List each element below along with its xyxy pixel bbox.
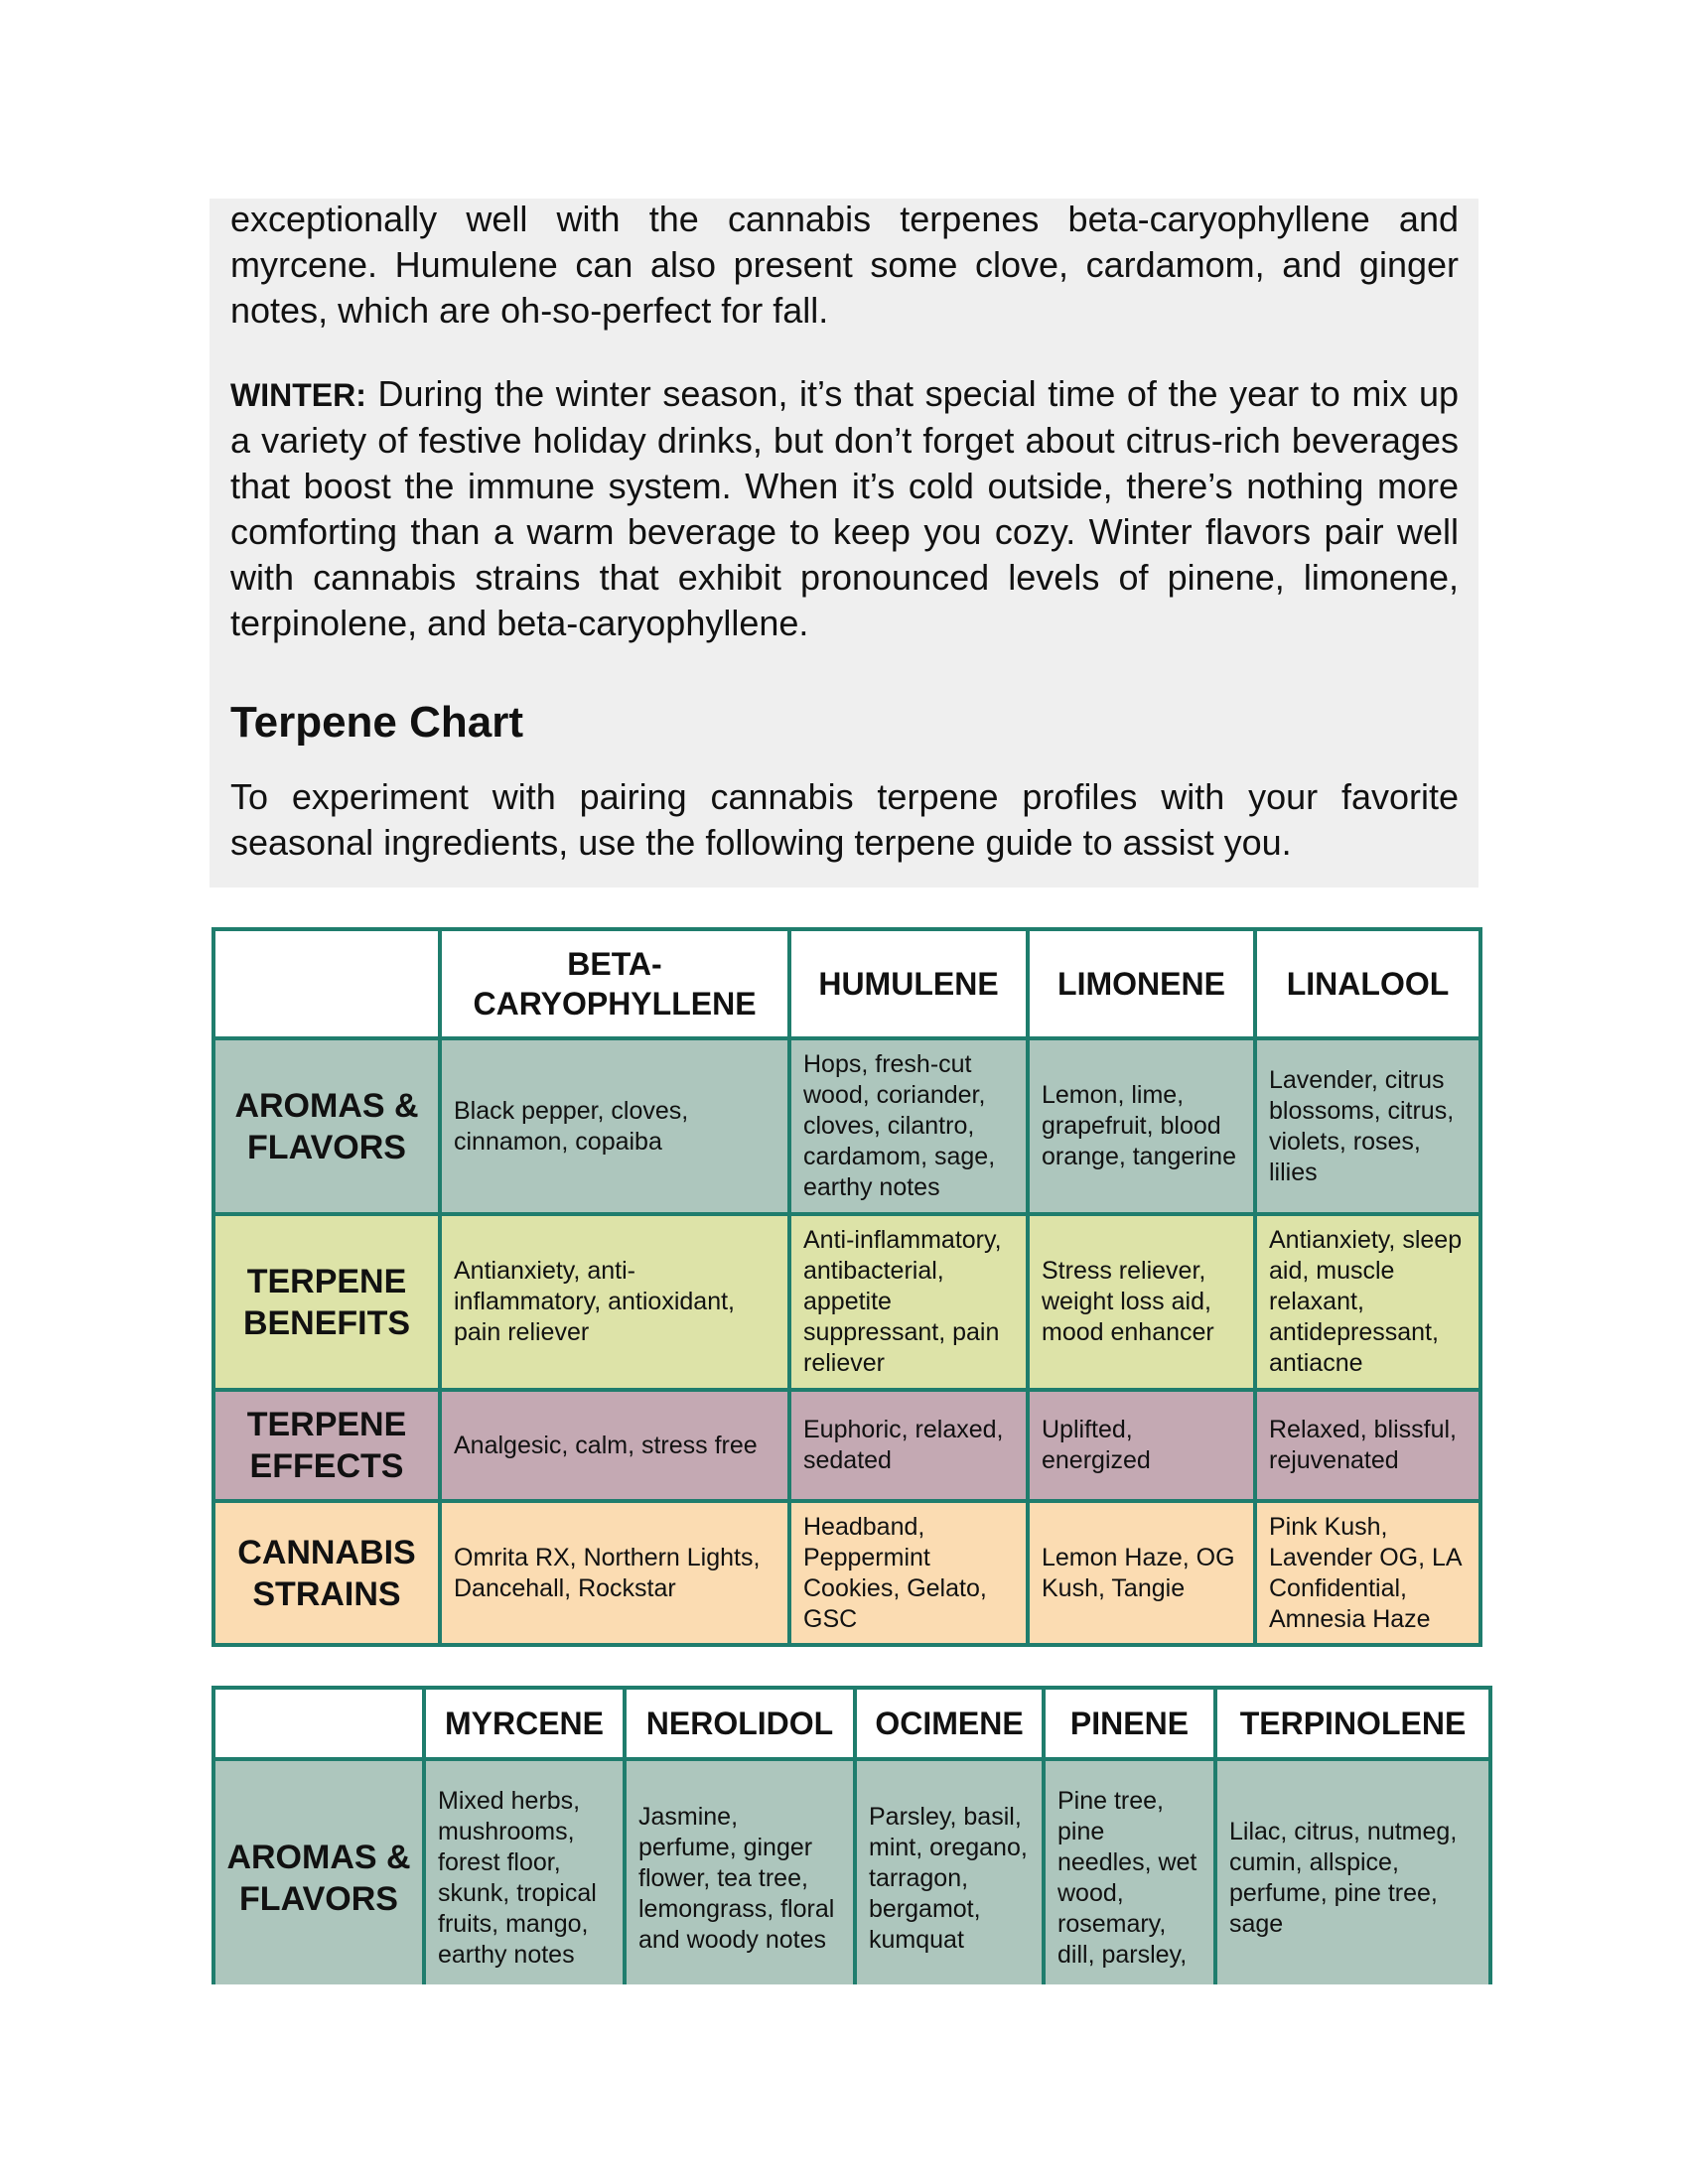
table1-column-header: HUMULENE bbox=[789, 929, 1028, 1038]
winter-lead: WINTER: bbox=[230, 377, 366, 413]
terpene-table-1 bbox=[211, 927, 1482, 1647]
table-cell: Jasmine, perfume, ginger flower, tea tree, lemongrass, floral and woody notes bbox=[625, 1759, 855, 1984]
table-cell: Mixed herbs, mushrooms, forest floor, skunk, tropical fruits, mango, earthy notes bbox=[424, 1759, 625, 1984]
table1-corner-cell bbox=[213, 929, 440, 1038]
table-cell: Antianxiety, sleep aid, muscle relaxant, antidepressant, antiacne bbox=[1255, 1214, 1480, 1390]
table-cell: Euphoric, relaxed, sedated bbox=[789, 1390, 1028, 1501]
table-row bbox=[213, 1214, 1480, 1390]
table-cell: Headband, Peppermint Cookies, Gelato, GSC bbox=[789, 1501, 1028, 1645]
winter-paragraph bbox=[230, 371, 1459, 646]
winter-text: During the winter season, it’s that special time of the year to mix up a variety of festive holiday drinks, but don’t forget about citrus-rich beverages that boost the immune system. When it’s cold outside, there’s nothing more comforting than a warm beverage to keep you cozy. Winter flavors pair well with cannabis strains that exhibit pronounced levels of pinene, limonene, terpinolene, and beta-caryophyllene. bbox=[230, 373, 1459, 643]
table-cell: Omrita RX, Northern Lights, Dancehall, Rockstar bbox=[440, 1501, 789, 1645]
table-cell: Parsley, basil, mint, oregano, tarragon, bergamot, kumquat bbox=[855, 1759, 1044, 1984]
table-cell: Pine tree, pine needles, wet wood, rosemary, dill, parsley, bbox=[1044, 1759, 1215, 1984]
table2-corner-cell bbox=[213, 1688, 424, 1759]
table2-column-header: MYRCENE bbox=[424, 1688, 625, 1759]
table-cell: Anti-inflammatory, antibacterial, appetite suppressant, pain reliever bbox=[789, 1214, 1028, 1390]
fall-paragraph-continued: exceptionally well with the cannabis terpenes beta-caryophyllene and myrcene. Humulene can also present some clove, cardamom, and ginger notes, which are oh-so-perfect for fall. bbox=[230, 199, 1459, 331]
terpene-table-2 bbox=[211, 1686, 1492, 1984]
table1-column-header: LIMONENE bbox=[1028, 929, 1255, 1038]
section-heading: Terpene Chart bbox=[230, 698, 524, 747]
table2-column-header: OCIMENE bbox=[855, 1688, 1044, 1759]
table-cell: Relaxed, blissful, rejuvenated bbox=[1255, 1390, 1480, 1501]
row-label-effects: TERPENE EFFECTS bbox=[213, 1390, 440, 1501]
table1-header-row bbox=[213, 929, 1480, 1038]
row-label-benefits: TERPENE BENEFITS bbox=[213, 1214, 440, 1390]
table1-column-header: LINALOOL bbox=[1255, 929, 1480, 1038]
table-cell: Lemon, lime, grapefruit, blood orange, tangerine bbox=[1028, 1038, 1255, 1214]
table-cell: Analgesic, calm, stress free bbox=[440, 1390, 789, 1501]
table2-column-header: PINENE bbox=[1044, 1688, 1215, 1759]
table1-column-header: BETA-CARYOPHYLLENE bbox=[440, 929, 789, 1038]
row-label-strains: CANNABIS STRAINS bbox=[213, 1501, 440, 1645]
row-label-aromas: AROMAS & FLAVORS bbox=[213, 1759, 424, 1984]
table-cell: Black pepper, cloves, cinnamon, copaiba bbox=[440, 1038, 789, 1214]
table-row bbox=[213, 1390, 1480, 1501]
table-cell: Lilac, citrus, nutmeg, cumin, allspice, perfume, pine tree, sage bbox=[1215, 1759, 1490, 1984]
row-label-aromas: AROMAS & FLAVORS bbox=[213, 1038, 440, 1214]
table2-column-header: NEROLIDOL bbox=[625, 1688, 855, 1759]
table-cell: Pink Kush, Lavender OG, LA Confidential, Amnesia Haze bbox=[1255, 1501, 1480, 1645]
table-cell: Lemon Haze, OG Kush, Tangie bbox=[1028, 1501, 1255, 1645]
table-row bbox=[213, 1501, 1480, 1645]
table-cell: Hops, fresh-cut wood, coriander, cloves, cilantro, cardamom, sage, earthy notes bbox=[789, 1038, 1028, 1214]
table-cell: Lavender, citrus blossoms, citrus, violets, roses, lilies bbox=[1255, 1038, 1480, 1214]
table2-column-header: TERPINOLENE bbox=[1215, 1688, 1490, 1759]
table2-container bbox=[210, 1684, 1492, 1984]
intro-paragraph: To experiment with pairing cannabis terpene profiles with your favorite seasonal ingredients, use the following terpene guide to assist you. bbox=[230, 776, 1459, 863]
table-cell: Uplifted, energized bbox=[1028, 1390, 1255, 1501]
table-cell: Antianxiety, anti-inflammatory, antioxidant, pain reliever bbox=[440, 1214, 789, 1390]
table-row bbox=[213, 1038, 1480, 1214]
table-cell: Stress reliever, weight loss aid, mood enhancer bbox=[1028, 1214, 1255, 1390]
table2-header-row bbox=[213, 1688, 1490, 1759]
table-row bbox=[213, 1759, 1490, 1984]
